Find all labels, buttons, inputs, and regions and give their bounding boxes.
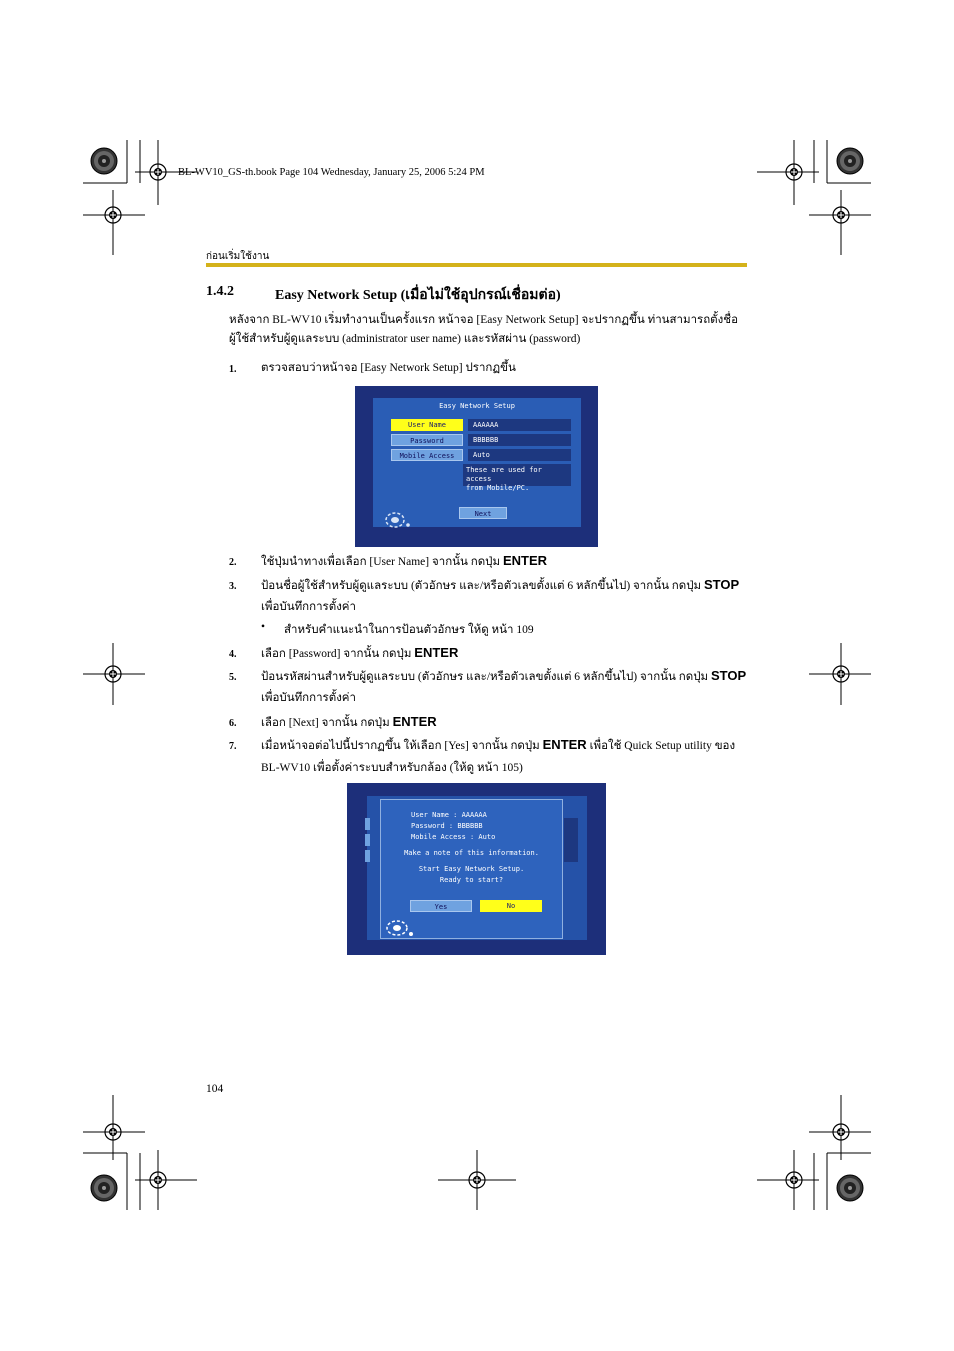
note-line: Make a note of this information. bbox=[404, 849, 539, 857]
step-6 bbox=[261, 711, 751, 734]
step-2-number: 2. bbox=[229, 557, 237, 568]
file-info-header: BL-WV10_GS-th.book Page 104 Wednesday, January 25, 2006 5:24 PM bbox=[178, 167, 485, 178]
mobile-access-button[interactable]: Mobile Access bbox=[391, 449, 463, 461]
stop-key-label: STOP bbox=[704, 577, 740, 592]
enter-key-label: ENTER bbox=[414, 645, 459, 660]
step-4-text: เลือก [Password] จากนั้น กดปุ่ม bbox=[261, 648, 415, 660]
step-7-text-after: เพื่อใช้ Quick Setup utility ของ bbox=[586, 740, 736, 752]
background-field-edge bbox=[365, 818, 370, 830]
setup-panel bbox=[373, 398, 581, 527]
note-box bbox=[463, 464, 571, 492]
step-1-text: ตรวจสอบว่าหน้าจอ [Easy Network Setup] ปรากฏขึ้น bbox=[261, 362, 516, 374]
step-2-text: ใช้ปุ่มนำทางเพื่อเลือก [User Name] จากนั้น กดปุ่ม bbox=[261, 556, 503, 568]
step-2 bbox=[261, 550, 751, 573]
step-3-number: 3. bbox=[229, 581, 237, 592]
navigation-pad-icon bbox=[383, 511, 411, 529]
step-3 bbox=[261, 574, 751, 597]
user-name-line: User Name : AAAAAA bbox=[411, 811, 487, 819]
confirm-screen bbox=[347, 783, 606, 955]
enter-key-label: ENTER bbox=[542, 737, 587, 752]
step-7-number: 7. bbox=[229, 741, 237, 752]
header-rule bbox=[206, 263, 747, 267]
note-line-2: from Mobile/PC. bbox=[466, 484, 530, 492]
start-line: Start Easy Network Setup. bbox=[418, 865, 525, 873]
background-value-edge bbox=[564, 818, 578, 862]
confirmation-dialog bbox=[380, 799, 563, 939]
step-6-text: เลือก [Next] จากนั้น กดปุ่ม bbox=[261, 717, 393, 729]
user-name-button[interactable]: User Name bbox=[391, 419, 463, 431]
navigation-pad-icon bbox=[383, 918, 415, 938]
step-5-number: 5. bbox=[229, 672, 237, 683]
step-5-text: ป้อนรหัสผ่านสำหรับผู้ดูแลระบบ (ตัวอักษร และ/หรือตัวเลขตั้งแต่ 6 หลักขึ้นไป) จากนั้น กดปุ่ม bbox=[261, 671, 711, 683]
step-3-line-2: เพื่อบันทึกการตั้งค่า bbox=[261, 601, 356, 613]
background-field-edge bbox=[365, 850, 370, 862]
screen-title: Easy Network Setup bbox=[439, 402, 515, 410]
step-7-line-2: BL-WV10 เพื่อตั้งค่าระบบสำหรับกล้อง (ให้ดู หน้า 105) bbox=[261, 762, 523, 774]
heading-number: 1.4.2 bbox=[206, 284, 234, 299]
bullet-icon: • bbox=[261, 621, 266, 633]
section-label: ก่อนเริ่มใช้งาน bbox=[206, 251, 270, 262]
heading-title: Easy Network Setup (เมื่อไม่ใช้อุปกรณ์เชื่อมต่อ) bbox=[275, 288, 561, 303]
background-field-edge bbox=[365, 834, 370, 846]
mobile-access-value: Auto bbox=[468, 449, 571, 461]
step-5 bbox=[261, 665, 751, 688]
step-1-number: 1. bbox=[229, 364, 237, 375]
page-number: 104 bbox=[206, 1083, 224, 1095]
next-button[interactable]: Next bbox=[459, 507, 507, 519]
step-6-number: 6. bbox=[229, 718, 237, 729]
no-button[interactable]: No bbox=[480, 900, 542, 912]
enter-key-label: ENTER bbox=[502, 553, 548, 568]
note-line-1: These are used for access bbox=[466, 466, 542, 483]
password-button[interactable]: Password bbox=[391, 434, 463, 446]
mobile-access-line: Mobile Access : Auto bbox=[411, 833, 496, 841]
easy-network-setup-screen bbox=[355, 386, 598, 547]
step-7 bbox=[261, 734, 751, 757]
password-value: BBBBBB bbox=[468, 434, 571, 446]
ready-line: Ready to start? bbox=[439, 876, 504, 884]
yes-button[interactable]: Yes bbox=[410, 900, 472, 912]
step-4 bbox=[261, 642, 751, 665]
step-4-number: 4. bbox=[229, 649, 237, 660]
stop-key-label: STOP bbox=[710, 668, 747, 683]
intro-line-1: หลังจาก BL-WV10 เริ่มทำงานเป็นครั้งแรก หน้าจอ [Easy Network Setup] จะปรากฏขึ้น ท่านสามารถตั้งชื่อ bbox=[229, 314, 738, 326]
step-5-line-2: เพื่อบันทึกการตั้งค่า bbox=[261, 692, 356, 704]
step-7-text: เมื่อหน้าจอต่อไปนี้ปรากฏขึ้น ให้เลือก [Yes] จากนั้น กดปุ่ม bbox=[261, 740, 543, 752]
step-3-bullet: สำหรับคำแนะนำในการป้อนตัวอักษร ให้ดู หน้า 109 bbox=[284, 624, 534, 636]
enter-key-label: ENTER bbox=[392, 714, 437, 729]
password-line: Password : BBBBBB bbox=[411, 822, 483, 830]
user-name-value: AAAAAA bbox=[468, 419, 571, 431]
step-3-text: ป้อนชื่อผู้ใช้สำหรับผู้ดูแลระบบ (ตัวอักษร และ/หรือตัวเลขตั้งแต่ 6 หลักขึ้นไป) จากนั้น กดปุ่ม bbox=[261, 580, 704, 592]
intro-line-2: ผู้ใช้สำหรับผู้ดูแลระบบ (administrator user name) และรหัสผ่าน (password) bbox=[229, 333, 581, 345]
